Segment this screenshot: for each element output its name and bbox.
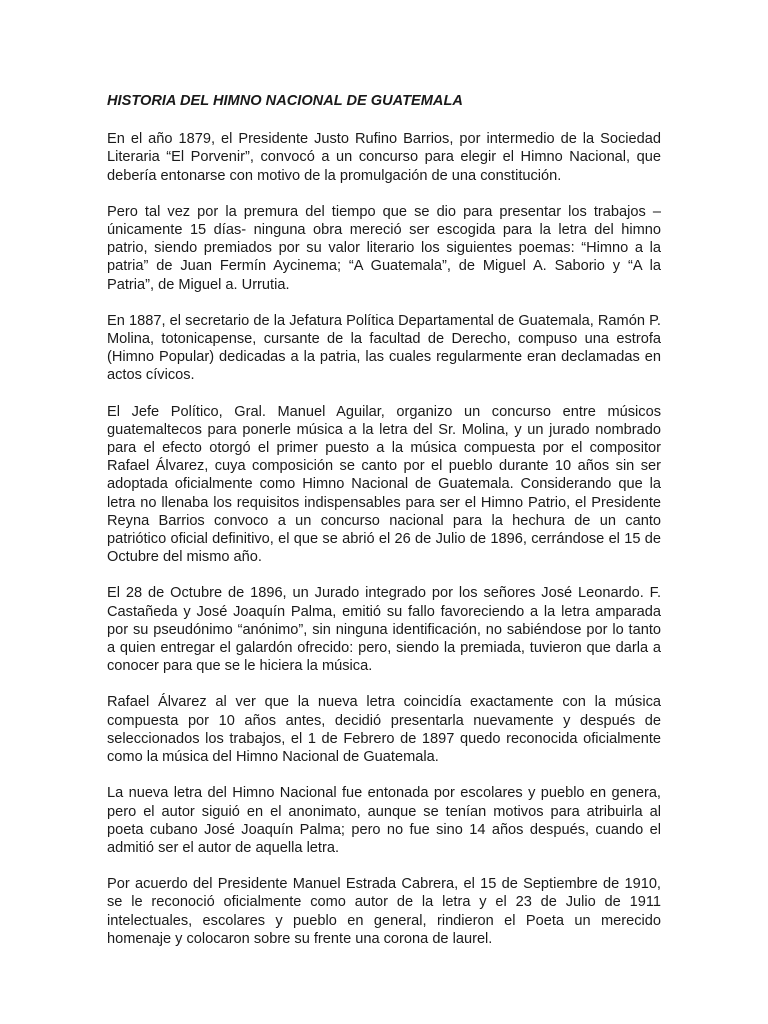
paragraph-8: Por acuerdo del Presidente Manuel Estrada Cabrera, el 15 de Septiembre de 1910, se le reconoció oficialmente como autor de la letra y el 23 de Julio de 1911 intelectuales, escolares y pueblo en general, rindieron el Poeta un merecido homenaje y colocaron sobre su frente una corona de laurel. [107,876,661,947]
paragraph-1: En el año 1879, el Presidente Justo Rufino Barrios, por intermedio de la Sociedad Literaria “El Porvenir”, convocó a un concurso para elegir el Himno Nacional, que debería entonarse con motivo de la promulgación de una constitución. [107,131,661,184]
paragraph-2: Pero tal vez por la premura del tiempo que se dio para presentar los trabajos – únicamente 15 días- ninguna obra mereció ser escogida para la letra del himno patrio, siendo premiados por su valor literario los siguientes poemas: “Himno a la patria” de Juan Fermín Aycinema; “A Guatemala”, de Miguel A. Saborio y “A la Patria”, de Miguel a. Urrutia. [107,203,661,293]
document-title: HISTORIA DEL HIMNO NACIONAL DE GUATEMALA [107,93,463,109]
paragraph-3: En 1887, el secretario de la Jefatura Política Departamental de Guatemala, Ramón P. Molina, totonicapense, cursante de la facultad de Derecho, compuso una estrofa (Himno Popular) dedicadas a la patria, las cuales regularmente eran declamadas en actos cívicos. [107,312,661,384]
paragraph-6: Rafael Álvarez al ver que la nueva letra coincidía exactamente con la música compuesta por 10 años antes, decidió presentarla nuevamente y después de seleccionados los trabajos, el 1 de Febrero de 1897 quedo reconocida oficialmente como la música del Himno Nacional de Guatemala. [107,694,661,766]
paragraph-4: El Jefe Político, Gral. Manuel Aguilar, organizo un concurso entre músicos guatemaltecos para ponerle música a la letra del Sr. Molina, y un jurado nombrado para el efecto otorgó el primer puesto a la música compuesta por el compositor Rafael Álvarez, cuya composición se canto por el pueblo durante 10 años sin ser adoptada oficialmente como Himno Nacional de Guatemala. Considerando que la letra no llenaba los requisitos indispensables para ser el Himno Patrio, el Presidente Reyna Barrios convoco a un concurso nacional para la hechura de un canto patriótico oficial definitivo, el que se abrió el 26 de Julio de 1896, cerrándose el 15 de Octubre del mismo año. [107,403,661,566]
document-page [107,88,661,966]
paragraph-5: El 28 de Octubre de 1896, un Jurado integrado por los señores José Leonardo. F. Castañeda y José Joaquín Palma, emitió su fallo favoreciendo a la letra amparada por su pseudónimo “anónimo”, sin ninguna identificación, no sabiéndose por lo tanto a quien entregar el galardón ofrecido: pero, siendo la premiada, tuvieron que darla a conocer para que se le hiciera la música. [107,585,661,675]
paragraph-7: La nueva letra del Himno Nacional fue entonada por escolares y pueblo en genera, pero el autor siguió en el anonimato, aunque se tenían motivos para atribuirla al poeta cubano José Joaquín Palma; pero no fue sino 14 años después, cuando el admitió ser el autor de aquella letra. [107,785,661,856]
